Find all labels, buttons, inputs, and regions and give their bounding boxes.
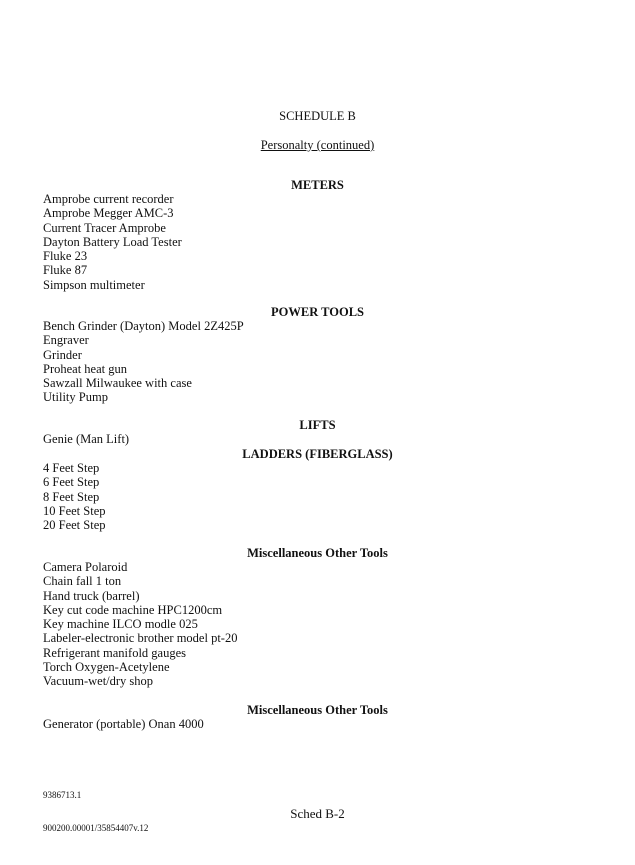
meters-list: [43, 192, 182, 292]
list-item: Key machine ILCO modle 025: [43, 617, 198, 632]
schedule-title: SCHEDULE B: [279, 109, 356, 123]
power-tools-list: [43, 319, 244, 405]
section-heading-power-tools: POWER TOOLS: [271, 305, 364, 319]
list-item: Current Tracer Amprobe: [43, 220, 166, 235]
section-heading-meters: METERS: [291, 178, 344, 192]
list-item: 10 Feet Step: [43, 503, 106, 518]
list-item: 20 Feet Step: [43, 518, 106, 533]
subtitle-wrap: [0, 136, 635, 154]
list-item: Simpson multimeter: [43, 277, 145, 292]
list-item: Engraver: [43, 333, 89, 348]
list-item: Torch Oxygen-Acetylene: [43, 660, 170, 675]
list-item: Sawzall Milwaukee with case: [43, 376, 192, 391]
file-ref: 900200.00001/35854407v.12: [43, 823, 149, 833]
list-item: Proheat heat gun: [43, 361, 128, 376]
list-item: Camera Polaroid: [43, 560, 128, 574]
list-item: Generator (portable) Onan 4000: [43, 717, 204, 731]
list-item: Amprobe Megger AMC-3: [43, 206, 174, 221]
list-item: 6 Feet Step: [43, 475, 100, 490]
section-heading-lifts: LIFTS: [299, 418, 336, 432]
list-item: Key cut code machine HPC1200cm: [43, 602, 223, 617]
list-item: Dayton Battery Load Tester: [43, 234, 182, 249]
list-item: Amprobe current recorder: [43, 192, 174, 206]
schedule-subtitle: Personalty (continued): [260, 138, 375, 152]
misc-tools-list-2: [43, 717, 204, 731]
list-item: Bench Grinder (Dayton) Model 2Z425P: [43, 319, 244, 333]
lifts-list: [43, 432, 129, 446]
list-item: Utility Pump: [43, 390, 108, 405]
ladders-list: [43, 461, 106, 532]
list-item: Chain fall 1 ton: [43, 574, 122, 589]
misc-tools-list: [43, 560, 237, 689]
list-item: Vacuum-wet/dry shop: [43, 674, 154, 689]
list-item: Hand truck (barrel): [43, 588, 140, 603]
list-item: 4 Feet Step: [43, 461, 100, 475]
list-item: Fluke 87: [43, 263, 88, 278]
section-heading-ladders: LADDERS (FIBERGLASS): [242, 447, 393, 461]
list-item: Refrigerant manifold gauges: [43, 645, 187, 660]
list-item: Grinder: [43, 347, 82, 362]
doc-id: 9386713.1: [43, 790, 82, 800]
section-heading-misc-tools: Miscellaneous Other Tools: [247, 546, 388, 560]
section-heading-misc-tools-2: Miscellaneous Other Tools: [247, 703, 388, 717]
list-item: Genie (Man Lift): [43, 432, 130, 446]
page-label: Sched B-2: [290, 806, 345, 821]
list-item: Fluke 23: [43, 249, 88, 264]
list-item: Labeler-electronic brother model pt-20: [43, 631, 238, 646]
list-item: 8 Feet Step: [43, 489, 100, 504]
